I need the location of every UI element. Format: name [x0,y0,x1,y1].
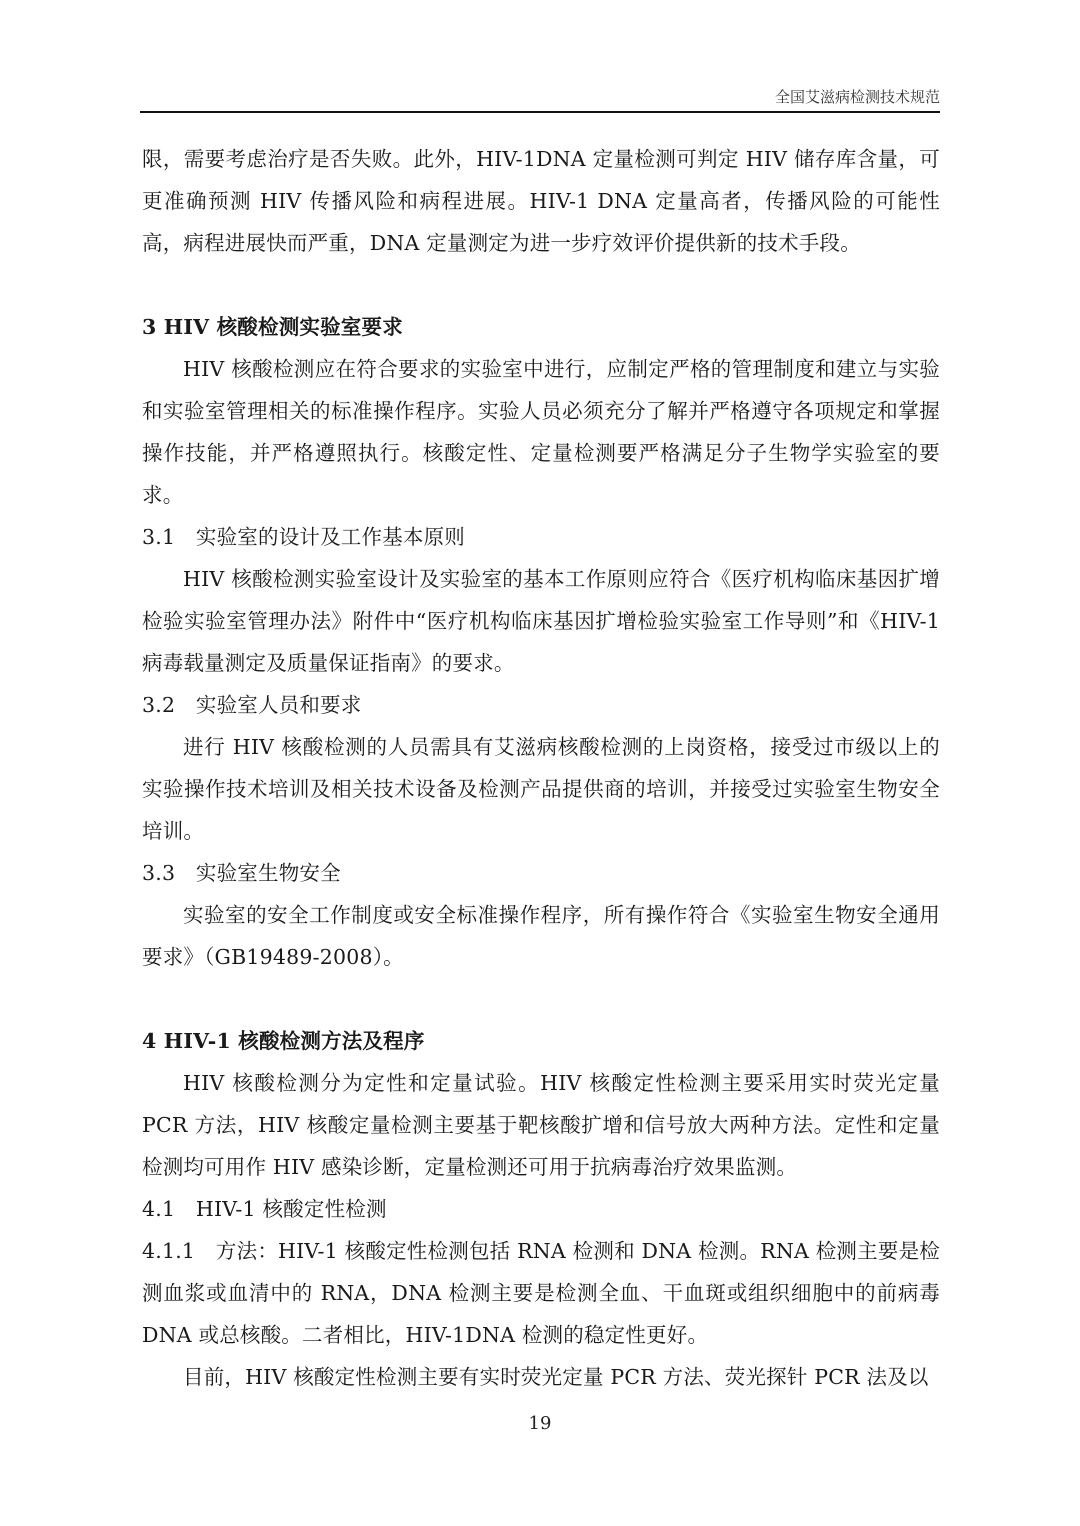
section-heading-4: 4 HIV-1 核酸检测方法及程序 [142,1029,425,1053]
paragraph: HIV 核酸检测应在符合要求的实验室中进行，应制定严格的管理制度和建立与实验和实验室管理相关的标准操作程序。实验人员必须充分了解并严格遵守各项规定和掌握操作技能，并严格遵照执行。核酸定性、定量检测要严格满足分子生物学实验室的要求。 [142,357,940,507]
subsection-heading-3-1: 3.1 实验室的设计及工作基本原则 [142,525,466,549]
paragraph: 4.1.1 方法：HIV-1 核酸定性检测包括 RNA 检测和 DNA 检测。RNA 检测主要是检测血浆或血清中的 RNA，DNA 检测主要是检测全血、干血斑或组织细胞中的前病毒 DNA 或总核酸。二者相比，HIV-1DNA 检测的稳定性更好。 [142,1239,940,1347]
running-header: 全国艾滋病检测技术规范 [774,88,940,106]
paragraph-continued: 限，需要考虑治疗是否失败。此外，HIV-1DNA 定量检测可判定 HIV 储存库含量，可更准确预测 HIV 传播风险和病程进展。HIV-1 DNA 定量高者，传播风险的可能性高，病程进展快而严重，DNA 定量测定为进一步疗效评价提供新的技术手段。 [142,147,940,255]
paragraph: 目前，HIV 核酸定性检测主要有实时荧光定量 PCR 方法、荧光探针 PCR 法及以 [183,1365,929,1389]
page-number: 19 [528,1413,552,1434]
page-body [142,138,940,1398]
paragraph: 实验室的安全工作制度或安全标准操作程序，所有操作符合《实验室生物安全通用要求》（GB19489-2008）。 [142,903,940,969]
subsection-heading-4-1: 4.1 HIV-1 核酸定性检测 [142,1197,387,1221]
paragraph: HIV 核酸检测实验室设计及实验室的基本工作原则应符合《医疗机构临床基因扩增检验实验室管理办法》附件中“医疗机构临床基因扩增检验实验室工作导则”和《HIV-1 病毒载量测定及质量保证指南》的要求。 [142,567,940,675]
header-rule [140,111,940,113]
paragraph: 进行 HIV 核酸检测的人员需具有艾滋病核酸检测的上岗资格，接受过市级以上的实验操作技术培训及相关技术设备及检测产品提供商的培训，并接受过实验室生物安全培训。 [142,735,940,843]
paragraph: HIV 核酸检测分为定性和定量试验。HIV 核酸定性检测主要采用实时荧光定量 PCR 方法，HIV 核酸定量检测主要基于靶核酸扩增和信号放大两种方法。定性和定量检测均可用作 HIV 感染诊断，定量检测还可用于抗病毒治疗效果监测。 [142,1071,940,1179]
subsection-heading-3-2: 3.2 实验室人员和要求 [142,693,362,717]
subsection-heading-3-3: 3.3 实验室生物安全 [142,861,341,885]
section-heading-3: 3 HIV 核酸检测实验室要求 [142,315,403,339]
